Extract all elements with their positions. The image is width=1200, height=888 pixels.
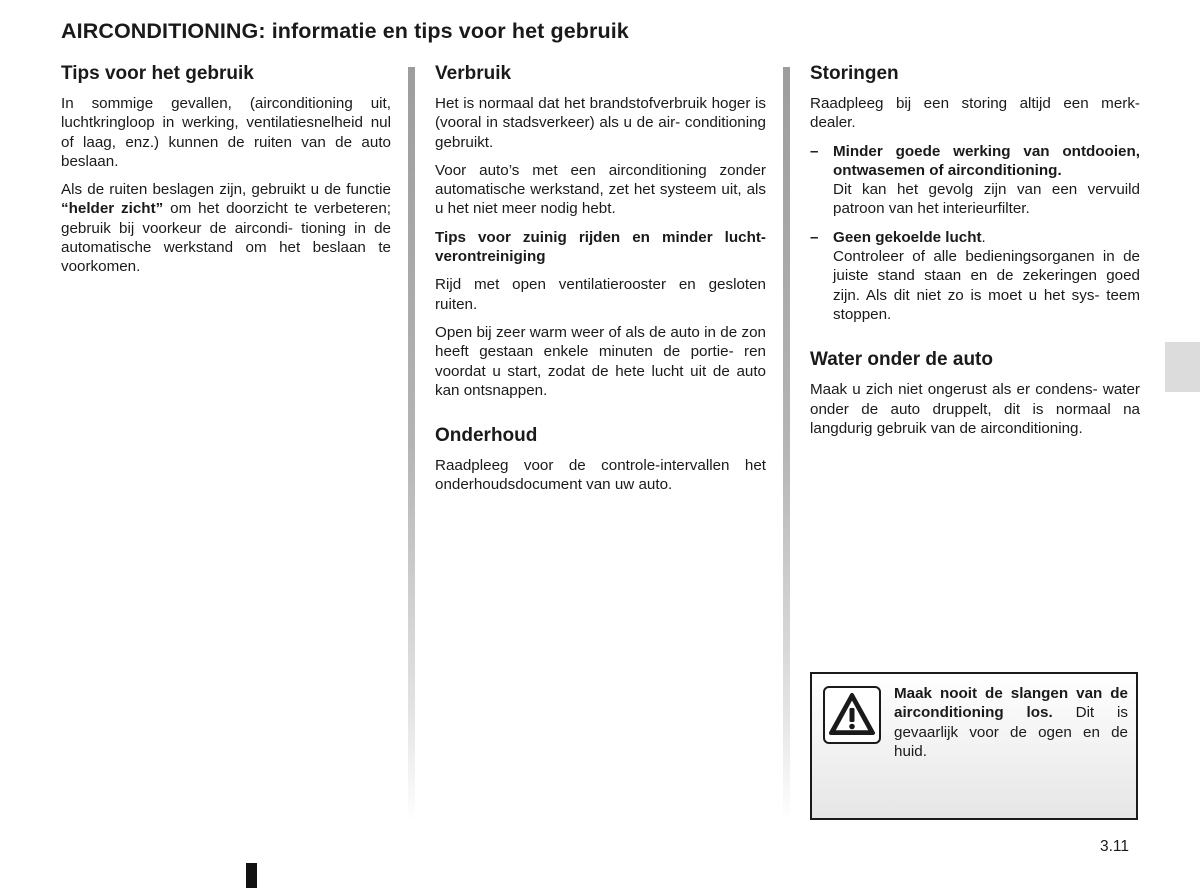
paragraph: Open bij zeer warm weer of als de auto in de zon heeft gestaan enkele minuten de portie- ren voordat u start, zodat de hete lucht uit de auto kan ontsnappen. [435, 323, 766, 399]
paragraph: In sommige gevallen, (airconditioning uit, luchtkringloop in werking, ventilatiesnelheid nul of laag, enz.) kunnen de ruiten van de auto beslaan. [61, 95, 391, 170]
section-heading-maintenance: Onderhoud [435, 425, 538, 447]
paragraph [61, 180, 391, 276]
list-dash: – [810, 228, 819, 246]
paragraph: Maak u zich niet ongerust als er condens- water onder de auto druppelt, dit is normaal na langdurig gebruik van de airconditioning. [810, 381, 1140, 437]
warning-triangle-icon [823, 686, 881, 744]
bold-term: “helder zicht” [61, 200, 164, 218]
page-number: 3.11 [1100, 838, 1130, 855]
text-span: Als de ruiten beslagen zijn, gebruikt u de functie [61, 181, 391, 199]
warning-bold-text: Maak nooit de slangen van de airconditioning los. [894, 685, 1128, 722]
list-item-text: Controleer of alle bedieningsorganen in de juiste stand staan en de zekeringen goed zijn. Als dit niet zo is moet u het sys- teem stoppen. [833, 248, 1140, 323]
column-separator [783, 67, 790, 822]
list-item-text: Dit kan het gevolg zijn van een vervuild patroon van het interieurfilter. [833, 181, 1140, 218]
column-consumption [435, 62, 766, 504]
list-item-title: Minder goede werking van ontdooien, ontwasemen of airconditioning. [833, 142, 1140, 179]
paragraph: Raadpleeg voor de controle-intervallen het onderhoudsdocument van uw auto. [435, 457, 766, 494]
list-item-punct: . [981, 228, 986, 246]
list-item-title: Geen gekoelde lucht [833, 228, 982, 246]
subheading-economical-driving: Tips voor zuinig rijden en minder lucht- verontreiniging [435, 228, 766, 266]
paragraph: Het is normaal dat het brandstofverbruik hoger is (vooral in stadsverkeer) als u de air- conditioning gebruikt. [435, 95, 766, 151]
warning-triangle-icon [828, 691, 876, 739]
paragraph: Voor auto’s met een airconditioning zonder automatische werkstand, zet het systeem uit, als u het niet meer nodig hebt. [435, 161, 766, 218]
section-heading-water: Water onder de auto [810, 349, 993, 371]
paragraph: Rijd met open ventilatierooster en gesloten ruiten. [435, 276, 766, 313]
column-separator [408, 67, 415, 822]
warning-body-text: Dit is gevaarlijk voor de ogen en de huid. [894, 704, 1128, 760]
paragraph: Raadpleeg bij een storing altijd een merk- dealer. [810, 95, 1140, 132]
list-dash: – [810, 142, 819, 160]
column-malfunctions [810, 62, 1140, 447]
warning-box [810, 672, 1138, 820]
crop-mark [246, 863, 257, 888]
page-title: AIRCONDITIONING: informatie en tips voor het gebruik [61, 19, 629, 43]
section-heading-malfunctions: Storingen [810, 63, 899, 84]
section-heading-consumption: Verbruik [435, 63, 512, 84]
column-tips [61, 62, 391, 286]
chapter-tab [1165, 342, 1200, 392]
text-span: om het doorzicht te verbeteren; gebruik bij voorkeur de aircondi- tioning in de automatische werkstand om het beslaan te voorkomen. [61, 200, 391, 276]
list-item [810, 142, 1140, 219]
section-heading-tips: Tips voor het gebruik [61, 63, 254, 84]
warning-text [894, 684, 1128, 761]
list-item [810, 228, 1140, 324]
